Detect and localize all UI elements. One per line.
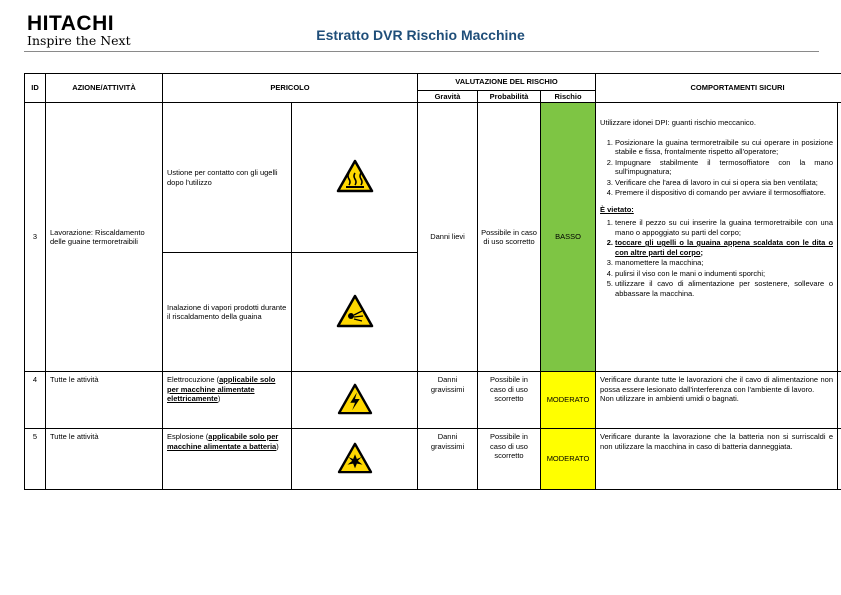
row-severity: Danni lievi (418, 103, 478, 372)
hazard-note: applicabile solo per macchine alimentate a batteria (167, 432, 279, 451)
empty-icon-cell (838, 372, 841, 429)
row-probability: Possibile in caso di uso scorretto (478, 103, 541, 372)
list-item: 3. manomettere la macchina; (615, 258, 833, 268)
row-safe-behaviour: Verificare durante la lavorazione che la batteria non si surriscaldi e non utilizzare la macchina in caso di batteria danneggiata. (596, 429, 838, 490)
col-activity: AZIONE/ATTIVITÀ (46, 74, 163, 103)
hazard-text-end: ) (217, 394, 221, 403)
row-activity: Tutte le attività (46, 372, 163, 429)
ppe-note: Utilizzare idonei DPI: guanti rischio meccanico. (600, 118, 756, 127)
risk-level-badge: MODERATO (541, 429, 596, 490)
list-item: 1. tenere il pezzo su cui inserire la guaina termoretraibile con una mano o appoggiato su parti del corpo; (615, 218, 833, 237)
col-id: ID (25, 74, 46, 103)
hot-surface-warning-icon (336, 159, 374, 193)
row-safe-behaviour (596, 103, 838, 372)
col-hazard: PERICOLO (163, 74, 418, 103)
row-hazard (163, 429, 292, 490)
risk-level-badge: BASSO (541, 103, 596, 372)
list-item: 5. utilizzare il cavo di alimentazione per sostenere, sollevare o abbassare la macchina. (615, 279, 833, 298)
behaviour-text: Verificare durante tutte le lavorazioni che il cavo di alimentazione non possa essere lesionato dall'interferenza con l'ambiente di lavoro. (600, 375, 834, 394)
list-item: 4. Premere il dispositivo di comando per avviare il termosoffiatore. (615, 188, 833, 198)
row-probability: Possibile in caso di uso scorretto (478, 429, 541, 490)
list-item: 2. Impugnare stabilmente il termosoffiatore con la mano sull'impugnatura; (615, 158, 833, 177)
hazard-icon-cell (292, 372, 418, 429)
header-divider (24, 51, 819, 52)
logo-tagline: Inspire the Next (27, 33, 131, 48)
list-item: 2. toccare gli ugelli o la guaina appena scaldata con le dita o con altre parti del corpo; (615, 238, 833, 257)
list-item: 3. Verificare che l'area di lavoro in cui si opera sia ben ventilata; (615, 178, 833, 188)
hazard-icon-cell (292, 253, 418, 372)
row-safe-behaviour (596, 372, 838, 429)
logo-wordmark: HITACHI (27, 12, 115, 35)
hazard-text: Elettrocuzione ( (167, 375, 220, 384)
list-item: 4. pulirsi il viso con le mani o indumenti sporchi; (615, 269, 833, 279)
col-risk: Rischio (541, 91, 596, 103)
row-hazard (163, 372, 292, 429)
electric-shock-warning-icon (337, 383, 373, 415)
table-row (25, 103, 841, 253)
row-activity: Tutte le attività (46, 429, 163, 490)
table-row (25, 429, 841, 490)
risk-table (24, 73, 841, 490)
hot-air-warning-icon (336, 294, 374, 328)
hazard-text: Esplosione ( (167, 432, 209, 441)
row-id: 3 (25, 103, 46, 372)
col-probability: Probabilità (478, 91, 541, 103)
hazard-icon-cell (292, 103, 418, 253)
risk-level-badge: MODERATO (541, 372, 596, 429)
row-probability: Possibile in caso di uso scorretto (478, 372, 541, 429)
behaviour-text-2: Non utilizzare in ambienti umidi o bagnati. (600, 394, 739, 403)
forbidden-title: È vietato: (600, 204, 634, 214)
col-severity: Gravità (418, 91, 478, 103)
table-row (25, 372, 841, 429)
forbidden-list (600, 218, 833, 298)
explosion-warning-icon (337, 442, 373, 474)
hazard-text-end: ) (276, 441, 279, 451)
page-title: Estratto DVR Rischio Macchine (316, 27, 525, 43)
procedure-steps (600, 138, 833, 198)
list-item: 1. Posizionare la guaina termoretraibile su cui operare in posizione stabile e fissa, frontalmente rispetto all'operatore; (615, 138, 833, 157)
row-hazard: Ustione per contatto con gli ugelli dopo l'utilizzo (163, 103, 292, 253)
row-id: 5 (25, 429, 46, 490)
col-safe-behaviour: COMPORTAMENTI SICURI (596, 74, 841, 103)
empty-icon-cell (838, 429, 841, 490)
side-icons (838, 103, 841, 372)
row-severity: Danni gravissimi (418, 372, 478, 429)
row-activity: Lavorazione: Riscaldamento delle guaine termoretraibili (46, 103, 163, 372)
col-risk-eval: VALUTAZIONE DEL RISCHIO (418, 74, 596, 91)
hazard-icon-cell (292, 429, 418, 490)
row-severity: Danni gravissimi (418, 429, 478, 490)
hazard-note: applicabile solo per macchine alimentate elettricamente (167, 375, 276, 403)
row-hazard: Inalazione di vapori prodotti durante il riscaldamento della guaina (163, 253, 292, 372)
row-id: 4 (25, 372, 46, 429)
